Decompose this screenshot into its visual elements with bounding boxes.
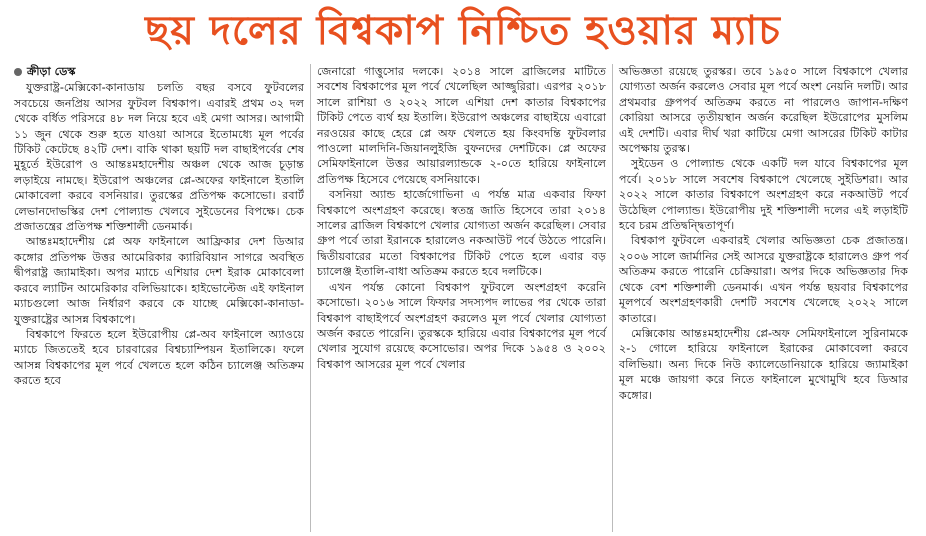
column-2: [310, 64, 612, 532]
paragraph: মেক্সিকোয় আন্তঃমহাদেশীয় প্লে-অফ সেমিফাইনালে সুরিনামকে ২-১ গোলে হারিয়ে ফাইনালে ইরাকের মোকাবেলা করবে বলিভিয়া। অন্য দিকে নিউ ক্যালেডোনিয়াকে হারিয়ে জ্যামাইকা মূল মঞ্চে জায়গা করে নিতে ফাইনালে মুখোমুখি হবে ডিআর কঙ্গোর।: [619, 326, 908, 402]
byline: [14, 64, 304, 79]
paragraph: আন্তঃমহাদেশীয় প্লে অফ ফাইনালে আফ্রিকার দেশ ডিআর কঙ্গোর প্রতিপক্ষ উত্তর আমেরিকার ক্যারিবিয়ান সাগরে অবস্থিত দ্বীপরাষ্ট্র জ্যামাইকা। অপর ম্যাচে এশিয়ার দেশ ইরাক মোকাবেলা করবে ল্যাটিন আমেরিকার বলিভিয়াকে। হাইভোল্টেজ এই ফাইনাল ম্যাচগুলো আজ নির্ধারণ করবে কে যাচ্ছে মেক্সিকো-কানাডা-যুক্তরাষ্ট্রের আসন্ন বিশ্বকাপে।: [14, 235, 304, 326]
paragraph: জেনারো গাত্তুসোর দলকে। ২০১৪ সালে ব্রাজিলের মাটিতে সবশেষ বিশ্বকাপের মূল পর্বে খেলেছিল আজ্জুরিরা। এরপর ২০১৮ সালে রাশিয়া ও ২০২২ সালে এশিয়া দেশ কাতার বিশ্বকাপের টিকিট পেতে ব্যর্থ হয় ইতালি। ইউরোপ অঞ্চলের বাছাইয়ে এবারো নরওয়ের কাছে হেরে প্লে অফ খেলতে হয় কিংবদন্তি ফুটবলার পাওলো মালদিনি-জিয়ানলুইজি বুফনদের দেশটিকে। প্লে অফের সেমিফাইনালে উত্তর আয়ারল্যান্ডকে ২-০তে হারিয়ে ফাইনালে প্রতিপক্ষ হিসেবে পেয়েছে বসনিয়াকে।: [317, 65, 606, 186]
bullet-icon: [14, 68, 22, 76]
paragraph: অভিজ্ঞতা রয়েছে তুরস্কর। তবে ১৯৫০ সালে বিশ্বকাপে খেলার যোগ্যতা অর্জন করলেও সেবার মূল পর্বে অংশ নেয়নি দলটি। আর প্রথমবার গ্রুপপর্ব অতিক্রম করতে না পারলেও জাপান-দক্ষিণ কোরিয়া আসরে তৃতীয়স্থান অর্জন করেছিল ইউরোপের মুসলিম এই দেশটি। এবার দীর্ঘ খরা কাটিয়ে মেগা আসরের টিকিট কাটার অপেক্ষায় তুরস্ক।: [619, 65, 908, 156]
paragraph: যুক্তরাষ্ট্র-মেক্সিকো-কানাডায় চলতি বছর বসবে ফুটবলের সবচেয়ে জনপ্রিয় আসর ফুটবল বিশ্বকাপ। এবারই প্রথম ৩২ দল থেকে বর্ধিত পরিসরে ৪৮ দল নিয়ে হবে এই মেগা আসর। আগামী ১১ জুন থেকে শুরু হতে যাওয়া আসরে ইতোমধ্যে মূল পর্বের টিকিট কেটেছে ৪২টি দেশ। বাকি থাকা ছয়টি দল বাছাইপর্বের শেষ মুহূর্তে ইউরোপ ও আন্তঃমহাদেশীয় অঞ্চল থেকে আজ চূড়ান্ত লড়াইয়ে নামছে। ইউরোপ অঞ্চলের প্লে-অফের ফাইনালে ইতালি মোকাবেলা করবে বসনিয়ার। তুরস্কের প্রতিপক্ষ কসোভো। রবার্ট লেভানদোভস্কির দেশ পোল্যান্ড খেলবে সুইডেনের বিপক্ষে। চেক প্রজাতন্ত্রের প্রতিপক্ষ শক্তিশালী ডেনমার্ক।: [14, 81, 304, 234]
paragraph: বিশ্বকাপ ফুটবলে একবারই খেলার অভিজ্ঞতা চেক প্রজাতন্ত্র। ২০০৬ সালে জার্মানির সেই আসরে যুক্তরাষ্ট্রকে হারালেও গ্রুপ পর্ব অতিক্রম করতে পারেনি চেক্রিয়ারা। অপর দিকে অভিজ্ঞতার দিক থেকে বেশ শক্তিশালী ডেনমার্ক। এখন পর্যন্ত ছয়বার বিশ্বকাপের মূলপর্বে অংশগ্রহণকারী দেশটি সবশেষ খেলেছে ২০২২ সালে কাতারে।: [619, 234, 908, 325]
paragraph: বিশ্বকাপে ফিরতে হলে ইউরোপীয় প্লে-অব ফাইনালে অ্যাওয়ে ম্যাচে জিততেই হবে চারবারের বিশ্বচ্যাম্পিয়ন ইতালিকে। ফলে আসন্ন বিশ্বকাপের মূল পর্বে খেলতে হলে কঠিন চ্যালেঞ্জ অতিক্রম করতে হবে: [14, 327, 304, 388]
paragraph: এখন পর্যন্ত কোনো বিশ্বকাপ ফুটবলে অংশগ্রহণ করেনি কসোভো। ২০১৬ সালে ফিফার সদস্যপদ লাভের পর থেকে তারা বিশ্বকাপ বাছাইপর্বে অংশগ্রহণ করলেও মূল পর্বে খেলার যোগ্যতা অর্জন করতে পারেনি। তুরস্ককে হারিয়ে এবার বিশ্বকাপের মূল পর্বে খেলার সুযোগ রয়েছে কসোভোর। অপর দিকে ১৯৫৪ ও ২০০২ বিশ্বকাপ আসরের মূল পর্বে খেলার: [317, 280, 606, 371]
byline-text: ক্রীড়া ডেস্ক: [27, 65, 76, 78]
paragraph: বসনিয়া অ্যান্ড হার্জেগোভিনা এ পর্যন্ত মাত্র একবার ফিফা বিশ্বকাপে অংশগ্রহণ করেছে। স্বতন্ত্র জাতি হিসেবে তারা ২০১৪ সালের ব্রাজিল বিশ্বকাপে খেলার যোগ্যতা অর্জন করেছিল। সেবার গ্রুপ পর্বে তারা ইরানকে হারালেও নকআউট পর্বে উঠতে পারেনি। দ্বিতীয়বারের মতো বিশ্বকাপের টিকিট পেতে হলে এবার বড় চ্যালেঞ্জ ইতালি-বাধা অতিক্রম করতে হবে দলটিকে।: [317, 188, 606, 279]
column-3: [612, 64, 914, 532]
column-1: [8, 64, 310, 532]
headline: ছয় দলের বিশ্বকাপ নিশ্চিত হওয়ার ম্যাচ: [145, 7, 781, 54]
paragraph: সুইডেন ও পোল্যান্ড থেকে একটি দল যাবে বিশ্বকাপের মূল পর্বে। ২০১৮ সালে সবশেষ বিশ্বকাপে খেলেছে সুইডিশরা। আর ২০২২ সালে কাতার বিশ্বকাপে অংশগ্রহণ করে নকআউট পর্বে উঠেছিল পোল্যান্ড। ইউরোপীয় দুই শক্তিশালী দলের এই লড়াইটি হবে চরম প্রতিদ্বন্দ্বিতাপূর্ণ।: [619, 157, 908, 233]
article-columns: [8, 64, 920, 532]
